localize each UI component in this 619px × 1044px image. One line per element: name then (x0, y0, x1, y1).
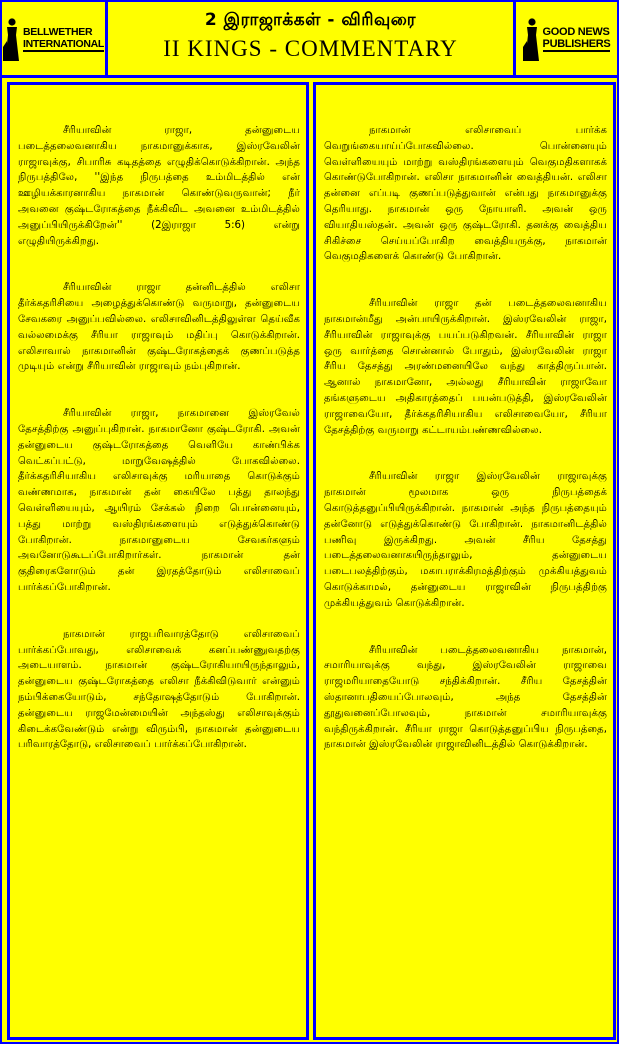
bellwether-logo (2, 2, 108, 75)
bellwether-logo-line2: INTERNATIONAL (22, 37, 105, 50)
good-news-logo-text (543, 26, 611, 52)
good-news-logo-line1: GOOD NEWS (542, 25, 610, 38)
good-news-logo-line2: PUBLISHERS (542, 37, 611, 50)
title-tamil: 2 இராஜாக்கள் - விரிவுரை (204, 10, 417, 30)
title-english: II KINGS - COMMENTARY (163, 36, 458, 61)
bellwether-logo-line1: BELLWETHER (22, 25, 93, 38)
paragraph: சீரியாவின் ராஜா, நாகமானை இஸ்ரவேல் தேசத்திற்கு அனுப்புகிறான். நாகமானோ குஷ்டரோகி. அவன் தன்னுடைய குஷ்டரோகத்தை வெளியே காண்பிக்க வெட்கப்பட்டு, மாறுவேஷத்தில் போகவில்லை. தீர்க்கதரிசியாகிய எலிசாவுக்கு மரியாதை கொடுக்கும் வண்ணமாக, நாகமான் தன் கையிலே பத்து தாலந்து வெள்ளியையும், ஆயிரம் சேக்கல் நிறை பொன்னையும், பத்து மாற்று வஸ்திரங்களையும் எடுத்துக்கொண்டு போகிறான். நாகமானுடைய சேவகர்களும் அவனோடுகூடப்போகிறார்கள். நாகமான் தன் குதிரைகளோடும் தன் இரதத்தோடும் எலிசாவைப் பார்க்கப்போகிறான். (18, 408, 300, 593)
page-title-block (108, 2, 513, 75)
paragraph: சீரியாவின் ராஜா தன் படைத்தலைவனாகிய நாகமான்மீது அன்பாயிருக்கிறான். இஸ்ரவேலின் ராஜா, சீரியாவின் ராஜாவுக்கு பயப்படுகிறவன். சீரியாவின் ராஜா ஒரு வார்த்தை சொன்னால் போதும், இஸ்ரவேலின் ராஜா சீரிய தேசத்து அரண்மனையிலே வந்து காத்திருப்பான். ஆனால் நாகமானோ, அல்லது சீரியாவின் ராஜாவோ தங்களுடைய அதிகாரத்தைப் பயன்படுத்தி, இஸ்ரவேலின் ராஜாவையோ, தீர்க்கதரிசியாகிய எலிசாவையோ, சீரியா தேசத்திற்கு வருமாறு கட்டாயம்பண்ணவில்லை. (324, 298, 607, 436)
header (2, 2, 617, 78)
paragraph: சீரியாவின் ராஜா தன்னிடத்தில் எலிசா தீர்க்கதரிசியை அழைத்துக்கொண்டு வருமாறு, தன்னுடைய சேவகரை அனுப்பவில்லை. எலிசாவினிடத்திலுள்ள தெய்வீக வல்லமைக்கு சீரியா ராஜாவும் மதிப்பு கொடுக்கிறான். எலிசாவால் நாகமானின் குஷ்டரோகத்தைக் குணப்படுத்த முடியும் என்று சீரியாவின் ராஜாவும் நம்புகிறான். (18, 282, 300, 373)
paragraph: சீரியாவின் ராஜா இஸ்ரவேலின் ராஜாவுக்கு நாகமான் மூலமாக ஒரு நிருபத்தைக் கொடுத்தனுப்பியிருக்கிறான். நாகமான் அந்த நிருபத்தையும் தன்னோடு எடுத்துக்கொண்டு போகிறான். நாகமானிடத்தில் பணிவு இருக்கிறது. அவன் சீரிய தேசத்து படைத்தலைவனாகயிருந்தாலும், தன்னுடைய படைபலத்திற்கும், மகாபராக்கிரமத்திற்கும் முக்கியத்துவம் கொடுக்காமல், தன்னுடைய ராஜாவின் நிருபத்திற்கு முக்கியத்துவம் கொடுக்கிறான். (324, 471, 607, 609)
left-column (7, 82, 309, 1040)
bellwether-logo-text (23, 26, 104, 52)
right-column (313, 82, 616, 1040)
good-news-logo (513, 2, 617, 75)
paragraph: நாகமான் ராஜபரிவாரத்தோடு எலிசாவைப் பார்க்கப்போவது, எலிசாவைக் கனப்பண்ணுவதற்கு அடையாளம். நாகமான் குஷ்டரோகியாயிருந்தாலும், தன்னுடைய குஷ்டரோகத்தை எலிசா நீக்கிவிடுவார் என்னும் நம்பிக்கையோடும், சந்தோஷத்தோடும் போகிறான். தன்னுடைய ராஜமேன்மையின் அந்தஸ்து எலிசாவுக்கும் கிடைக்கவேண்டும் என்று விரும்பி, நாகமான் தன்னுடைய பரிவாரத்தோடு, எலிசாவைப் பார்க்கப்போகிறான். (18, 628, 300, 751)
paragraph: நாகமான் எலிசாவைப் பார்க்க வெறுங்கையாய்ப்போகவில்லை. பொன்னையும் வெள்ளியையும் மாற்று வஸ்திரங்களையும் வெகுமதிகளாகக் கொண்டுபோகிறான். எலிசா நாகமானின் வைத்தியன். எலிசா தன்னை எப்படி குணப்படுத்துவான் என்பது நாகமானுக்கு தெரியாது. நாகமான் ஒரு நோயாளி. அவன் ஒரு வியாதியஸ்தன். அவன் ஒரு குஷ்டரோகி. தனக்கு வைத்திய சிகிச்சை செய்யப்போகிற வைத்தியருக்கு, நாகமான் வெகுமதிகளைக் கொண்டு போகிறான். (324, 125, 607, 263)
bellwether-emblem-icon (3, 17, 21, 61)
paragraph: சீரியாவின் ராஜா, தன்னுடைய படைத்தலைவனாகிய நாகமானுக்காக, இஸ்ரவேலின் ராஜாவுக்கு, சிபாரிசு கடிதத்தை எழுதிக்கொடுக்கிறான். அந்த நிருபத்திலே, ''இந்த நிருபத்தை உம்மிடத்தில் என் ஊழியக்காரனாகிய நாகமான் கொண்டுவருவான்; நீர் அவனை குஷ்டரோகத்தை நீக்கிவிட அவனை உம்மிடத்தில் அனுப்பியிருக்கிறேன்'' (2இராஜா 5:6) என்று எழுதியிருக்கிறது. (18, 125, 300, 247)
good-news-emblem-icon (523, 17, 541, 61)
paragraph: சீரியாவின் படைத்தலைவனாகிய நாகமான், சமாரியாவுக்கு வந்து, இஸ்ரவேலின் ராஜாவை ராஜமரியாதையோடு சந்திக்கிறான். சீரிய தேசத்தின் ஸ்தானாபதியைப்போலவும், அந்த தேசத்தின் தூதுவனைப்போலவும், நாகமான் சமாரியாவுக்கு வந்திருக்கிறான். சீரியா ராஜா கொடுத்தனுப்பிய நிருபத்தை, நாகமான் இஸ்ரவேலின் ராஜாவினிடத்தில் கொடுக்கிறான். (324, 644, 607, 751)
